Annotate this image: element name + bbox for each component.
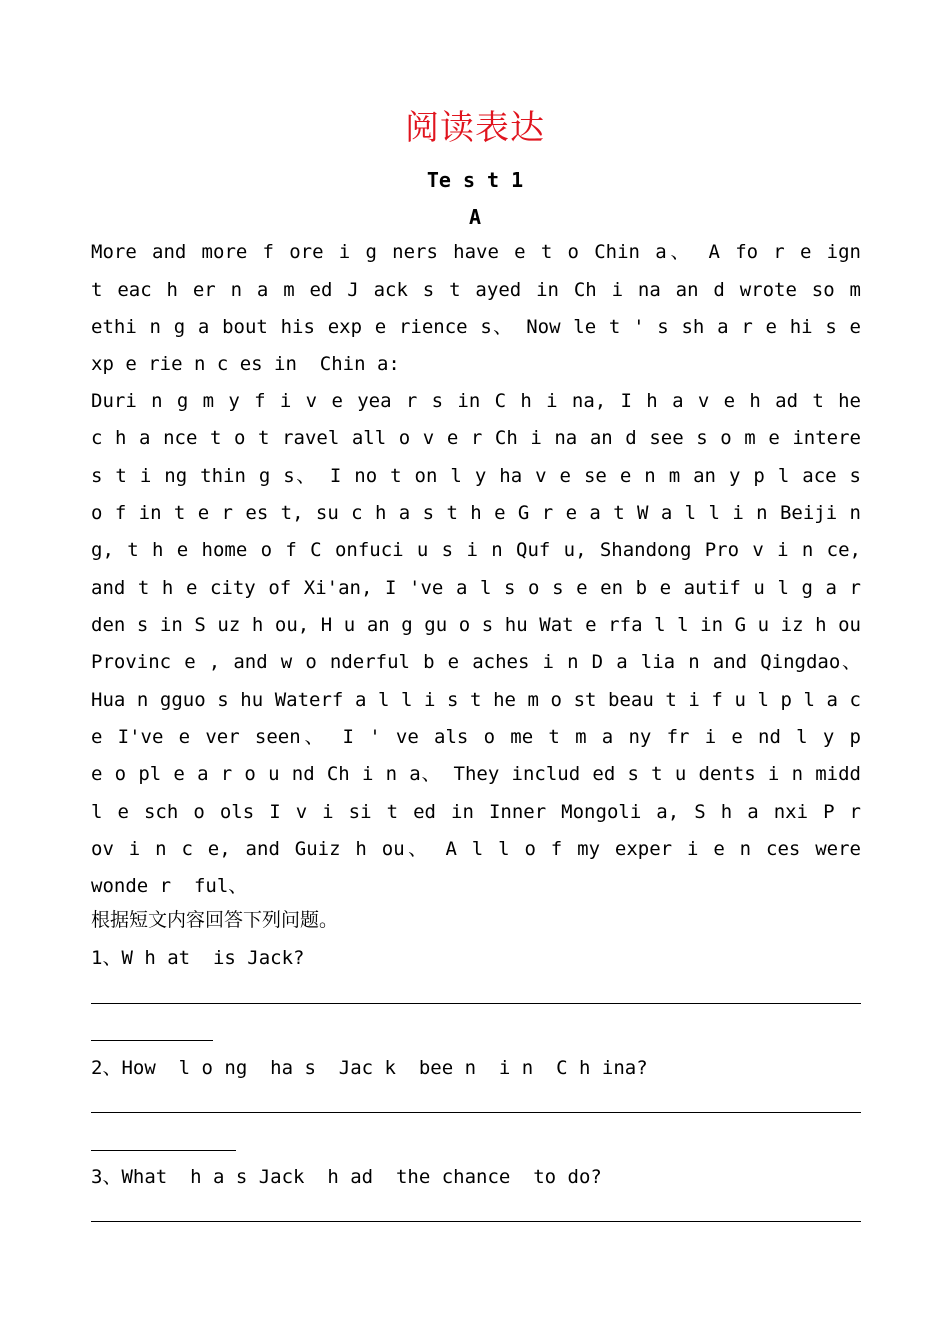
passage-line: o f in t e r es t, su c h a s t h e G r e a t W a l l i n Beiji n [91, 502, 861, 524]
section-label: A [468, 205, 482, 229]
passage-line: s t i ng thin g s、 I no t on l y ha v e se e n m an y p l ace s [91, 465, 861, 487]
passage-line: Duri n g m y f i v e yea r s in C h i na, I h a v e h ad t he [91, 390, 861, 412]
page-title: 阅读表达 [405, 108, 545, 148]
passage-line: l e sch o ols I v i si t ed in Inner Mongoli a, S h a nxi P r [91, 801, 861, 823]
passage-line: More and more f ore i g ners have e t o Chin a、 A fo r e ign [91, 241, 861, 263]
passage-line: wonde r ful、 [91, 875, 248, 897]
passage-line: c h a nce t o t ravel all o v e r Ch i na an d see s o m e intere [91, 427, 861, 449]
passage-line: Provinc e , and w o nderful b e aches i n D a lia n and Qingdao、 [91, 651, 861, 673]
answer-line-1[interactable] [91, 1003, 861, 1004]
answer-line-1-continued[interactable] [91, 1040, 213, 1041]
answer-line-2-continued[interactable] [91, 1150, 236, 1151]
question-2: 2、How l o ng ha s Jac k bee n i n C h ina? [91, 1057, 648, 1079]
passage-line: e o pl e a r o u nd Ch i n a、 They includ ed s t u dents i n midd [91, 763, 861, 785]
passage-line: Hua n gguo s hu Waterf a l l i s t he m o st beau t i f u l p l a c [91, 689, 861, 711]
passage-line: e I've e ver seen、 I ' ve als o me t m a ny fr i e nd l y p [91, 726, 861, 748]
answer-line-3[interactable] [91, 1221, 861, 1222]
test-label: Te s t 1 [426, 168, 524, 192]
passage-line: and t h e city of Xi'an, I 've a l s o s e en b e autif u l g a r [91, 577, 861, 599]
passage-line: ethi n g a bout his exp e rience s、 Now le t ' s sh a r e hi s e [91, 316, 861, 338]
question-1: 1、W h at is Jack? [91, 947, 305, 969]
passage-line: ov i n c e, and Guiz h ou、 A l l o f my exper i e n ces were [91, 838, 861, 860]
answer-line-2[interactable] [91, 1112, 861, 1113]
question-3: 3、What h a s Jack h ad the chance to do? [91, 1166, 602, 1188]
passage-line: den s in S uz h ou, H u an g gu o s hu Wat e rfa l l in G u iz h ou [91, 614, 861, 636]
passage-line: t eac h er n a m ed J ack s t ayed in Ch i na an d wrote so m [91, 279, 861, 301]
passage-line: xp e rie n c es in Chin a: [91, 353, 400, 375]
instruction-text: 根据短文内容回答下列问题。 [91, 909, 339, 931]
passage-line: g, t h e home o f C onfuci u s i n Quf u, Shandong Pro v i n ce, [91, 539, 861, 561]
